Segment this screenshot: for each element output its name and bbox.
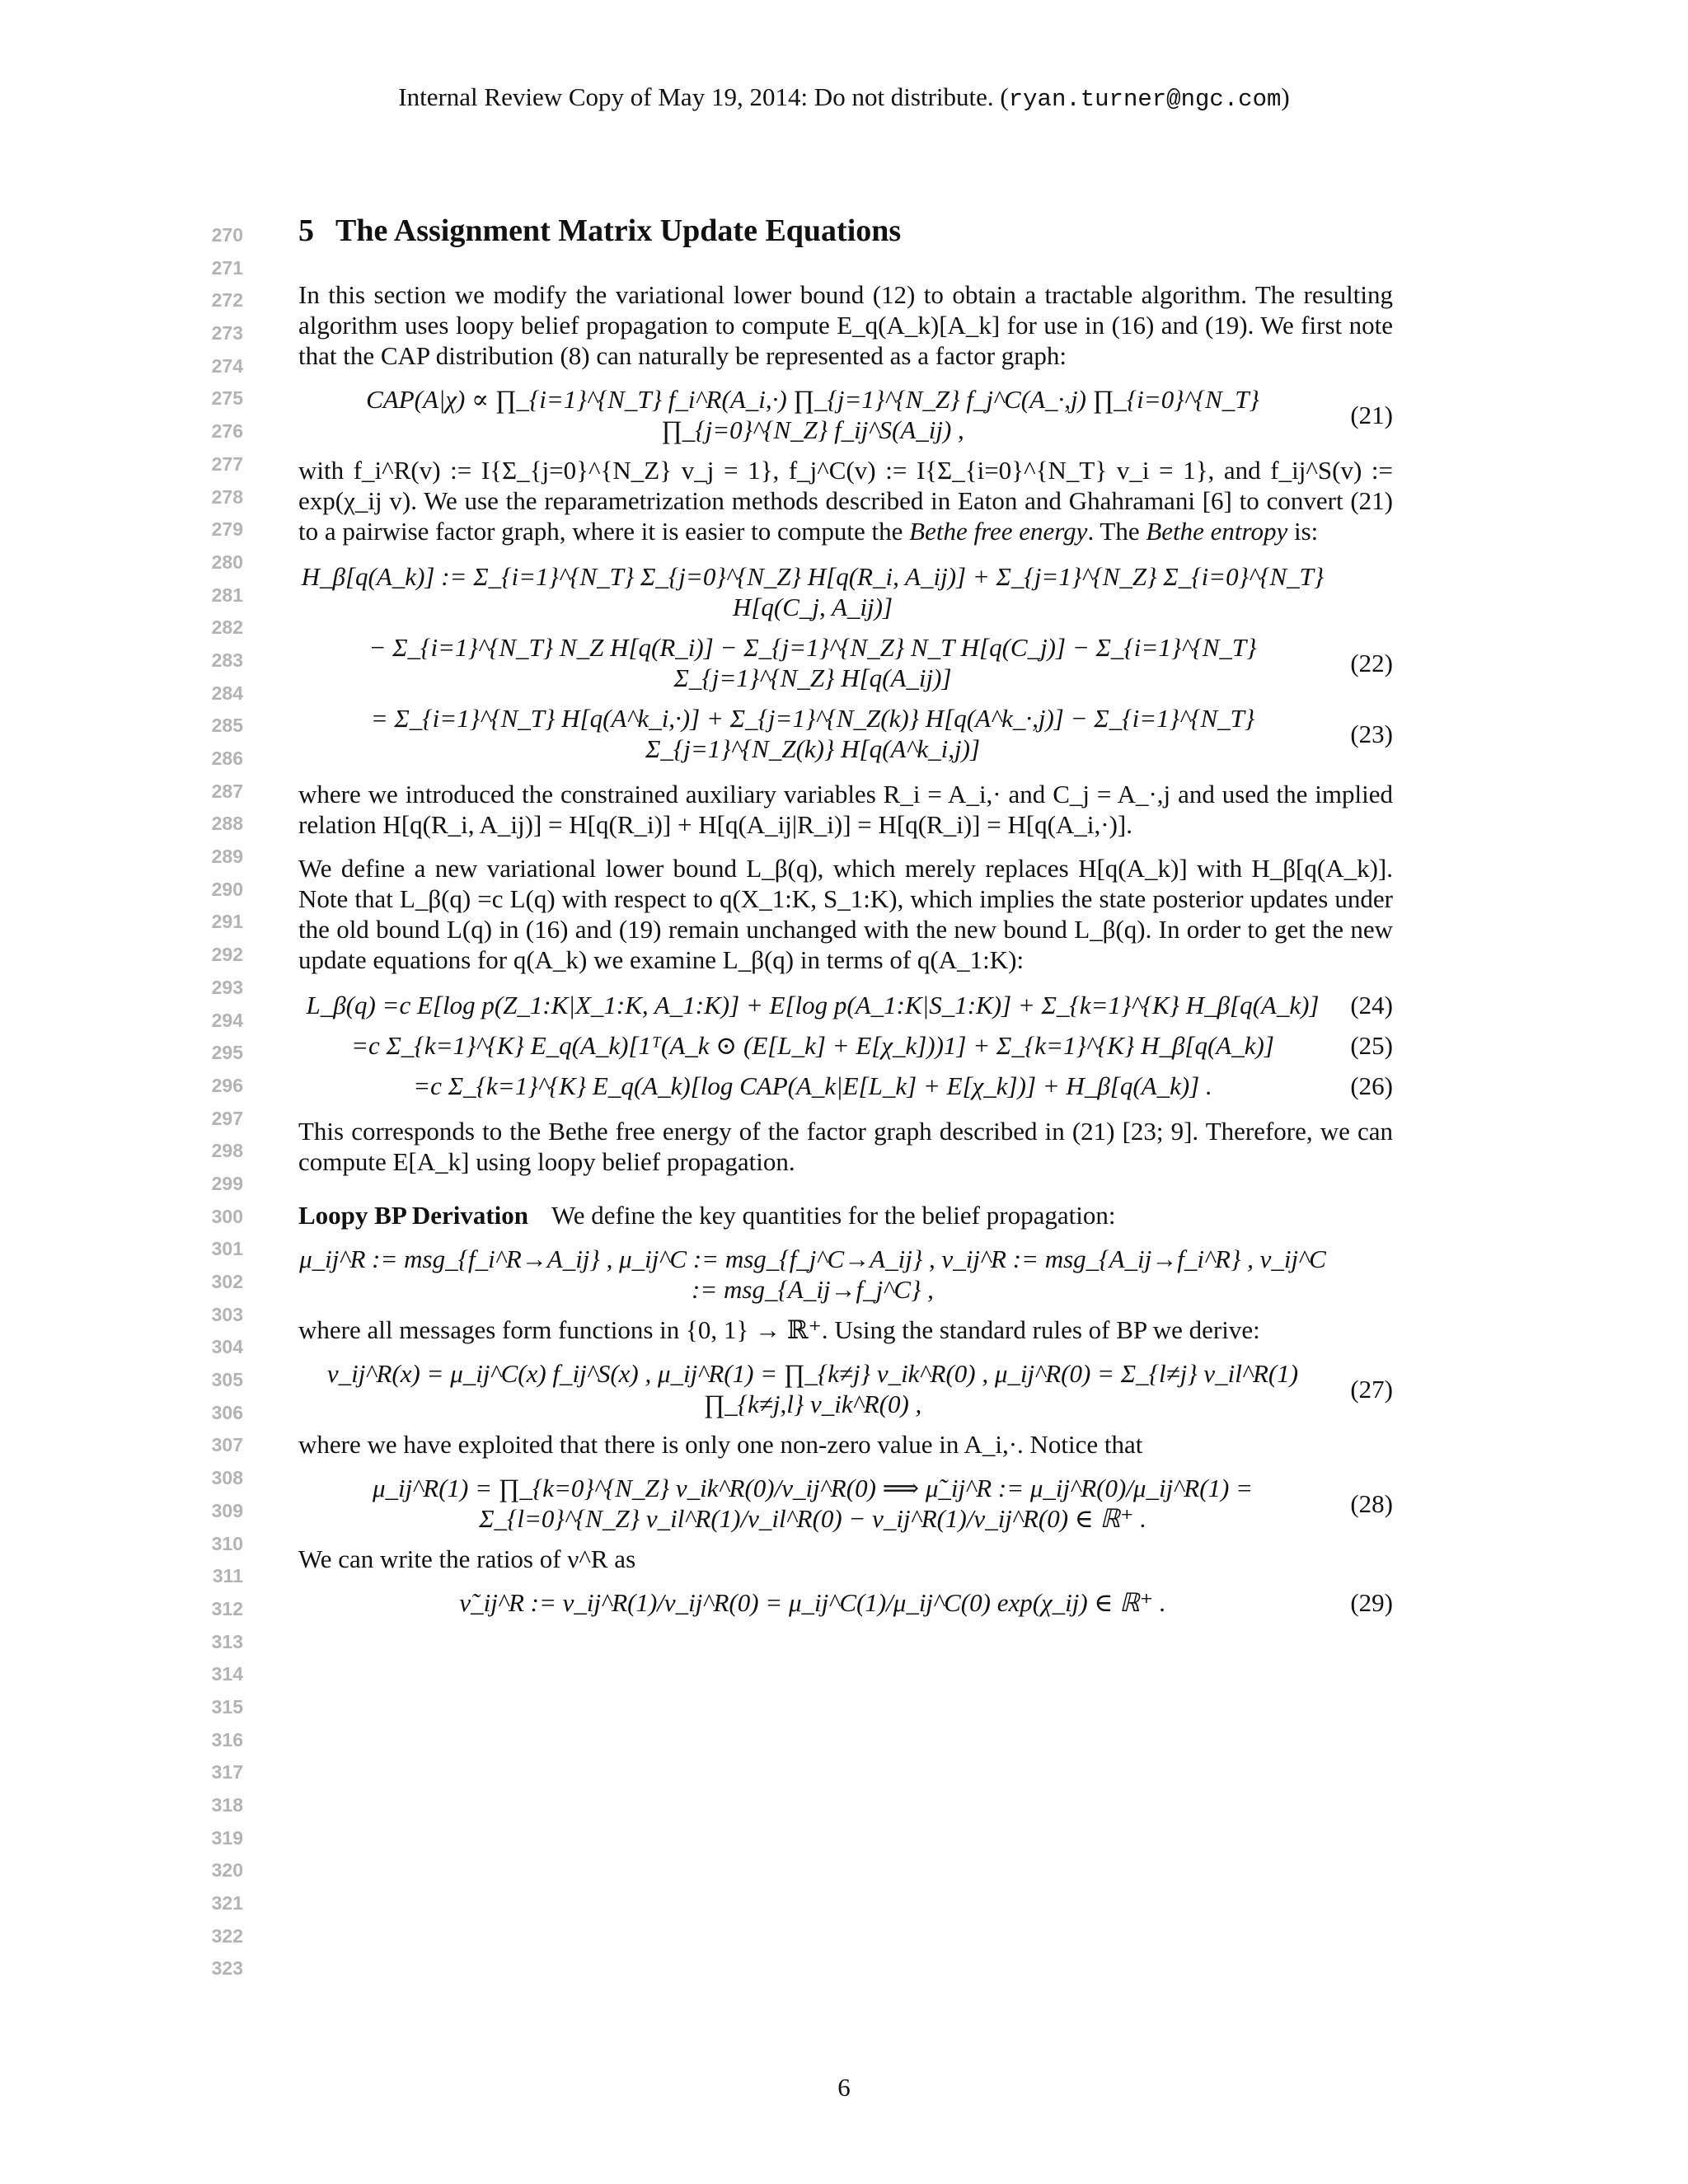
- equation-24-26-block: [298, 990, 1393, 1101]
- paragraph-bethe-part2: . The: [1087, 517, 1146, 546]
- paragraph-loopy-bp: [298, 1200, 1393, 1230]
- line-number: 281: [211, 583, 243, 606]
- line-number: 284: [211, 682, 243, 704]
- section-title: The Assignment Matrix Update Equations: [335, 213, 902, 248]
- equation-28-body: μ_ij^R(1) = ∏_{k=0}^{N_Z} ν_ik^R(0)/ν_ij^R(0) ⟹ μ̃_ij^R := μ_ij^R(0)/μ_ij^R(1) = Σ_{l=0}^{N_Z} ν_il^R(1)/ν_il^R(0) − ν_ij^R(1)/ν_ij^R(0) ∈ ℝ⁺ .: [372, 1474, 1254, 1533]
- equation-29: [298, 1587, 1393, 1618]
- line-number: 276: [211, 420, 243, 443]
- line-number: 313: [211, 1630, 243, 1652]
- equation-27: [298, 1358, 1393, 1419]
- equation-29-body: ν̃_ij^R := ν_ij^R(1)/ν_ij^R(0) = μ_ij^C(1)/μ_ij^C(0) exp(χ_ij) ∈ ℝ⁺ .: [459, 1588, 1166, 1617]
- equation-22-number: (22): [1350, 648, 1393, 677]
- line-number: 297: [211, 1107, 243, 1129]
- equation-message-definitions: [298, 1244, 1393, 1305]
- bethe-free-energy-term: Bethe free energy: [909, 517, 1088, 546]
- paragraph-bethe-part1: with f_i^R(v) := I{Σ_{j=0}^{N_Z} v_j = 1}, f_j^C(v) := I{Σ_{i=0}^{N_T} v_i = 1}, and f_ij^S(v) := exp(χ_ij v). We use the reparametrization methods described in Eaton and Ghahramani [6] to convert (21) to a pairwise factor graph, where it is easier to compute the: [298, 456, 1393, 546]
- equation-22a-body: H_β[q(A_k)] := Σ_{i=1}^{N_T} Σ_{j=0}^{N_Z} H[q(R_i, A_ij)] + Σ_{j=1}^{N_Z} Σ_{i=0}^{N_T} H[q(C_j, A_ij)]: [301, 562, 1325, 621]
- line-number: 275: [211, 387, 243, 410]
- equation-26: [298, 1071, 1393, 1101]
- paragraph-nonzero: where we have exploited that there is only one non-zero value in A_i,·. Notice that: [298, 1430, 1143, 1459]
- equation-21-body: CAP(A|χ) ∝ ∏_{i=1}^{N_T} f_i^R(A_i,·) ∏_{j=1}^{N_Z} f_j^C(A_·,j) ∏_{i=0}^{N_T} ∏_{j=0}^{N_Z} f_ij^S(A_ij) ,: [366, 385, 1259, 444]
- line-number: 290: [211, 878, 243, 900]
- line-number: 322: [211, 1924, 243, 1947]
- loopy-bp-heading: Loopy BP Derivation: [298, 1201, 529, 1230]
- equation-25-number: (25): [1350, 1031, 1393, 1060]
- line-number: 288: [211, 813, 243, 835]
- equation-22-23-block: [298, 561, 1393, 764]
- line-number: 316: [211, 1728, 243, 1750]
- line-number: 272: [211, 289, 243, 312]
- line-number: 320: [211, 1859, 243, 1882]
- equation-29-number: (29): [1350, 1588, 1393, 1617]
- equation-22b: [298, 632, 1393, 693]
- review-header: [0, 82, 1688, 113]
- line-number: 301: [211, 1238, 243, 1260]
- equation-28-number: (28): [1350, 1488, 1393, 1518]
- loopy-bp-text: We define the key quantities for the belief propagation:: [551, 1201, 1116, 1230]
- line-number: 282: [211, 616, 243, 639]
- page-number: 6: [837, 2073, 851, 2102]
- line-number: 306: [211, 1401, 243, 1423]
- line-number: 302: [211, 1271, 243, 1292]
- equation-21-number: (21): [1350, 400, 1393, 429]
- line-number: 309: [211, 1499, 243, 1521]
- paragraph-lower-bound: We define a new variational lower bound L_β(q), which merely replaces H[q(A_k)] with H_β[q(A_k)]. Note that L_β(q) =c L(q) with respect to q(X_1:K, S_1:K), which implies the state posterior updates under the old bound L(q) in (16) and (19) remain unchanged with the new bound L_β(q). In order to get the new update equations for q(A_k) we examine L_β(q) in terms of q(A_1:K):: [298, 854, 1393, 974]
- line-number: 286: [211, 748, 243, 769]
- equation-27-body: ν_ij^R(x) = μ_ij^C(x) f_ij^S(x) , μ_ij^R(1) = ∏_{k≠j} ν_ik^R(0) , μ_ij^R(0) = Σ_{l≠j} ν_il^R(1) ∏_{k≠j,l} ν_ik^R(0) ,: [326, 1359, 1299, 1418]
- line-number: 304: [211, 1336, 243, 1358]
- equation-23-body: = Σ_{i=1}^{N_T} H[q(A^k_i,·)] + Σ_{j=1}^{N_Z(k)} H[q(A^k_·,j)] − Σ_{i=1}^{N_T} Σ_{j=1}^{N_Z(k)} H[q(A^k_i,j)]: [370, 704, 1255, 763]
- line-number: 315: [211, 1695, 243, 1718]
- paragraph-auxiliary: where we introduced the constrained auxiliary variables R_i = A_i,· and C_j = A_·,j and used the implied relation H[q(R_i, A_ij)] = H[q(R_i)] + H[q(A_ij|R_i)] = H[q(R_i)] = H[q(A_i,·)].: [298, 780, 1393, 839]
- line-number: 278: [211, 485, 243, 508]
- line-number: 311: [212, 1565, 243, 1587]
- line-number: 291: [211, 911, 243, 933]
- line-number: 319: [211, 1826, 243, 1849]
- paragraph-intro: In this section we modify the variational lower bound (12) to obtain a tractable algorithm. The resulting algorithm uses loopy belief propagation to compute E_q(A_k)[A_k] for use in (16) and (19). We first note that the CAP distribution (8) can naturally be represented as a factor graph:: [298, 280, 1393, 370]
- section-number: 5: [298, 213, 314, 248]
- line-number: 317: [211, 1761, 243, 1783]
- line-number: 289: [211, 846, 243, 868]
- line-number: 285: [211, 715, 243, 737]
- line-number: 307: [211, 1434, 243, 1456]
- header-close: ): [1281, 82, 1290, 111]
- page-content: [298, 213, 1393, 1628]
- paragraph-bethe-correspondence: This corresponds to the Bethe free energy of the factor graph described in (21) [23; 9]. Therefore, we can compute E[A_k] using loopy belief propagation.: [298, 1117, 1393, 1176]
- line-number: 287: [211, 780, 243, 802]
- line-number: 298: [211, 1140, 243, 1162]
- line-number: 296: [211, 1074, 243, 1096]
- line-number: 323: [211, 1957, 243, 1980]
- line-number: 271: [211, 256, 243, 279]
- paragraph-bethe: [298, 455, 1393, 546]
- equation-22b-body: − Σ_{i=1}^{N_T} N_Z H[q(R_i)] − Σ_{j=1}^{N_Z} N_T H[q(C_j)] − Σ_{i=1}^{N_T} Σ_{j=1}^{N_Z} H[q(A_ij)]: [368, 633, 1257, 692]
- line-number: 292: [211, 944, 243, 966]
- equation-25-body: =c Σ_{k=1}^{K} E_q(A_k)[1ᵀ(A_k ⊙ (E[L_k] + E[χ_k]))1] + Σ_{k=1}^{K} H_β[q(A_k)]: [351, 1031, 1274, 1060]
- line-number: 312: [211, 1597, 243, 1619]
- line-number: 318: [211, 1794, 243, 1816]
- line-number: 277: [211, 452, 243, 475]
- line-number: 279: [211, 518, 243, 541]
- equation-22a: [298, 561, 1393, 622]
- equation-24: [298, 990, 1393, 1020]
- equation-23: [298, 703, 1393, 764]
- line-number: 314: [211, 1663, 243, 1685]
- equation-24-body: L_β(q) =c E[log p(Z_1:K|X_1:K, A_1:K)] + E[log p(A_1:K|S_1:K)] + Σ_{k=1}^{K} H_β[q(A_k)]: [306, 991, 1320, 1019]
- line-number: 294: [211, 1009, 243, 1031]
- line-number: 303: [211, 1303, 243, 1325]
- equation-26-body: =c Σ_{k=1}^{K} E_q(A_k)[log CAP(A_k|E[L_k] + E[χ_k])] + H_β[q(A_k)] .: [413, 1071, 1212, 1100]
- section-heading: [298, 213, 1393, 248]
- equation-21: [298, 384, 1393, 445]
- line-number: 310: [211, 1532, 243, 1554]
- paragraph-ratios: We can write the ratios of ν^R as: [298, 1544, 636, 1573]
- line-number: 274: [211, 354, 243, 377]
- header-text: Internal Review Copy of May 19, 2014: Do not distribute. (: [398, 82, 1009, 111]
- equation-27-number: (27): [1350, 1374, 1393, 1404]
- header-email: ryan.turner@ngc.com: [1008, 86, 1282, 113]
- paragraph-messages: where all messages form functions in {0, 1} → ℝ⁺. Using the standard rules of BP we derive:: [298, 1315, 1260, 1344]
- line-number: 293: [211, 976, 243, 998]
- equation-26-number: (26): [1350, 1071, 1393, 1100]
- bethe-entropy-term: Bethe entropy: [1146, 517, 1288, 546]
- line-number: 300: [211, 1205, 243, 1227]
- line-number: 270: [211, 224, 243, 246]
- paragraph-bethe-part3: is:: [1287, 517, 1319, 546]
- line-numbers: [202, 219, 243, 1985]
- line-number: 305: [211, 1369, 243, 1391]
- line-number: 308: [211, 1467, 243, 1489]
- message-definitions-body: μ_ij^R := msg_{f_i^R→A_ij} , μ_ij^C := msg_{f_j^C→A_ij} , ν_ij^R := msg_{A_ij→f_i^R} , ν_ij^C := msg_{A_ij→f_j^C} ,: [299, 1244, 1326, 1304]
- line-number: 299: [211, 1172, 243, 1194]
- line-number: 273: [211, 322, 243, 344]
- line-number: 283: [211, 649, 243, 671]
- line-number: 321: [211, 1892, 243, 1915]
- equation-24-number: (24): [1350, 991, 1393, 1019]
- equation-28: [298, 1473, 1393, 1534]
- line-number: 295: [211, 1042, 243, 1064]
- equation-25: [298, 1030, 1393, 1061]
- equation-23-number: (23): [1350, 719, 1393, 748]
- line-number: 280: [211, 551, 243, 573]
